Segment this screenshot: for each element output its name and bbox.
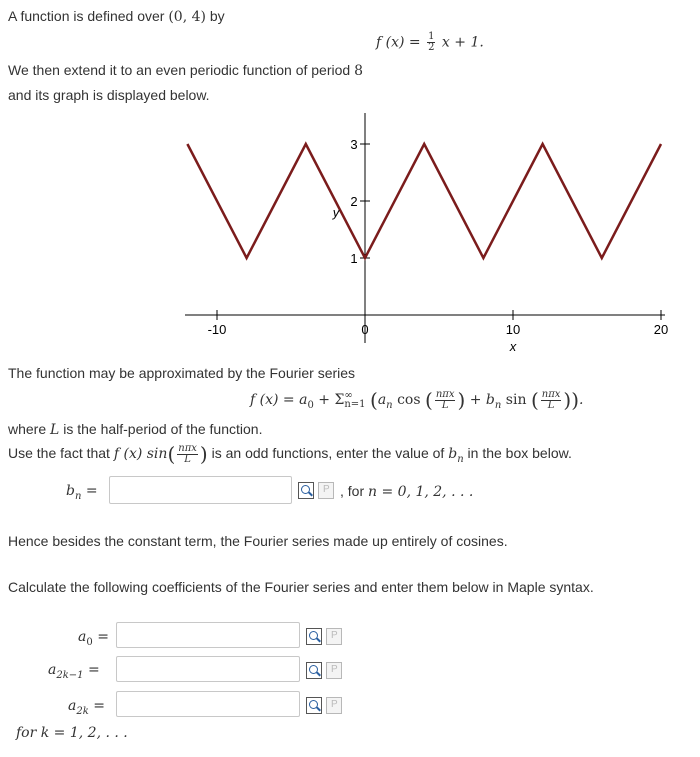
a2k-1-preview-icon[interactable] xyxy=(306,662,322,679)
fourier-formula: f $(x) = a_0 + \Sigma$ ∞ n=1 ($a_n$ cos ( $\frac{\text{nπx}}{L}$ ) + $b_n$ sin ( $\frac{\text{nπx}}{L}$ )). xyxy=(250,388,584,412)
use-fact-tail: in the box below. xyxy=(467,445,572,461)
extend-text: We then extend it to an even periodic function of period xyxy=(8,62,351,78)
series-line xyxy=(187,144,661,258)
a0-help-icon[interactable] xyxy=(326,628,342,645)
a2k-1-letter: a xyxy=(48,662,57,678)
a2k-sub: 2k xyxy=(76,705,89,717)
use-fact-frac-den: L xyxy=(184,453,191,465)
a2k-help-icon[interactable] xyxy=(326,697,342,714)
where-L: L xyxy=(50,422,60,438)
a2k-preview-icon[interactable] xyxy=(306,697,322,714)
x-tick-label: 20 xyxy=(653,322,669,337)
axis-tick-labels xyxy=(208,137,669,337)
function-definition xyxy=(376,32,484,53)
intro-text: A function is defined over xyxy=(8,8,165,24)
a0-input[interactable] xyxy=(116,622,300,648)
use-fact-frac-num: nπx xyxy=(178,442,197,454)
a0-preview-icon[interactable] xyxy=(306,628,322,645)
extend-line-2: and its graph is displayed below. xyxy=(8,87,210,103)
intro-line xyxy=(8,8,225,25)
a0-letter: a xyxy=(78,629,87,645)
bn-for-text: , for xyxy=(340,483,365,499)
bn-preview-icon[interactable] xyxy=(298,482,314,499)
a2k-input[interactable] xyxy=(116,691,300,717)
use-fact-post: is an odd functions, enter the value of xyxy=(211,445,445,461)
x-tick-label: -10 xyxy=(207,322,227,337)
a2k-1-help-icon[interactable] xyxy=(326,662,342,679)
a0-label: $a_0$ = xyxy=(78,629,109,648)
formula-an: a xyxy=(377,392,387,408)
function-graph xyxy=(0,105,700,360)
y-tick-label: 1 xyxy=(350,251,358,266)
where-post: is the half-period of the function. xyxy=(63,421,263,437)
calc-text: Calculate the following coefficients of the Fourier series and enter them below in Maple syntax. xyxy=(8,579,594,595)
intro-tail: by xyxy=(209,8,225,24)
a2k-1-sub: 2k−1 xyxy=(56,669,84,681)
bn-input[interactable] xyxy=(109,476,292,504)
formula-sum: + Σ xyxy=(318,392,345,408)
func-frac xyxy=(427,32,435,53)
cos-label: cos xyxy=(397,392,421,408)
y-tick-label: 3 xyxy=(350,137,358,152)
cos-frac-den: L xyxy=(441,399,449,411)
sum-lower: n=1 xyxy=(344,399,366,410)
cos-frac-num: nπx xyxy=(435,388,455,400)
sum-upper: ∞ xyxy=(344,390,353,401)
use-fact-func: f (x) sin xyxy=(113,446,168,462)
y-axis-label: y xyxy=(332,205,340,220)
bn-range-values: n = 0, 1, 2, . . . xyxy=(368,484,474,500)
func-frac-num: 1 xyxy=(428,31,435,42)
y-tick-label: 2 xyxy=(350,194,358,209)
bn-help-icon[interactable] xyxy=(318,482,334,499)
a2k-1-input[interactable] xyxy=(116,656,300,682)
func-frac-den: 2 xyxy=(428,42,435,53)
a2k-letter: a xyxy=(68,698,77,714)
bn-range xyxy=(340,483,473,500)
x-axis-label: x xyxy=(509,339,517,354)
sin-frac-num: nπx xyxy=(541,388,561,400)
x-tick-label: 0 xyxy=(361,322,369,337)
a2k-label: $a_{2k}$ = xyxy=(68,698,105,717)
hence-text: Hence besides the constant term, the Fourier series made up entirely of cosines. xyxy=(8,533,508,549)
fourier-intro: The function may be approximated by the Fourier series xyxy=(8,365,356,381)
bn-label: $b_n$ = xyxy=(66,483,98,502)
formula-plus-b: + b xyxy=(469,392,495,408)
where-line xyxy=(8,421,262,438)
formula-start: f (x) = a xyxy=(250,392,308,408)
extend-line-1 xyxy=(8,62,363,79)
sin-label: sin xyxy=(505,392,527,408)
extend-period: 8 xyxy=(354,63,363,79)
use-fact-line: Use the fact that f (x) sin( $\frac{\text{nπx}}{L}$ ) is an odd functions, enter the value of $b_n$ in the box below. xyxy=(8,442,572,466)
for-k-text: for k = 1, 2, . . . xyxy=(16,725,128,741)
func-rhs: x + 1. xyxy=(441,34,484,51)
bn-label-letter: b xyxy=(66,483,75,499)
sin-frac-den: L xyxy=(547,399,555,411)
use-fact-bn: b xyxy=(448,446,458,462)
use-fact-pre: Use the fact that xyxy=(8,445,110,461)
sum-limits xyxy=(344,391,365,409)
intro-interval: (0, 4) xyxy=(168,9,206,25)
a2k-1-label: $a_{2k-1}$ = xyxy=(48,662,100,681)
func-lhs: f (x) = xyxy=(376,34,421,51)
a0-sub: 0 xyxy=(86,636,93,648)
x-tick-label: 10 xyxy=(505,322,521,337)
where-pre: where xyxy=(8,421,47,437)
